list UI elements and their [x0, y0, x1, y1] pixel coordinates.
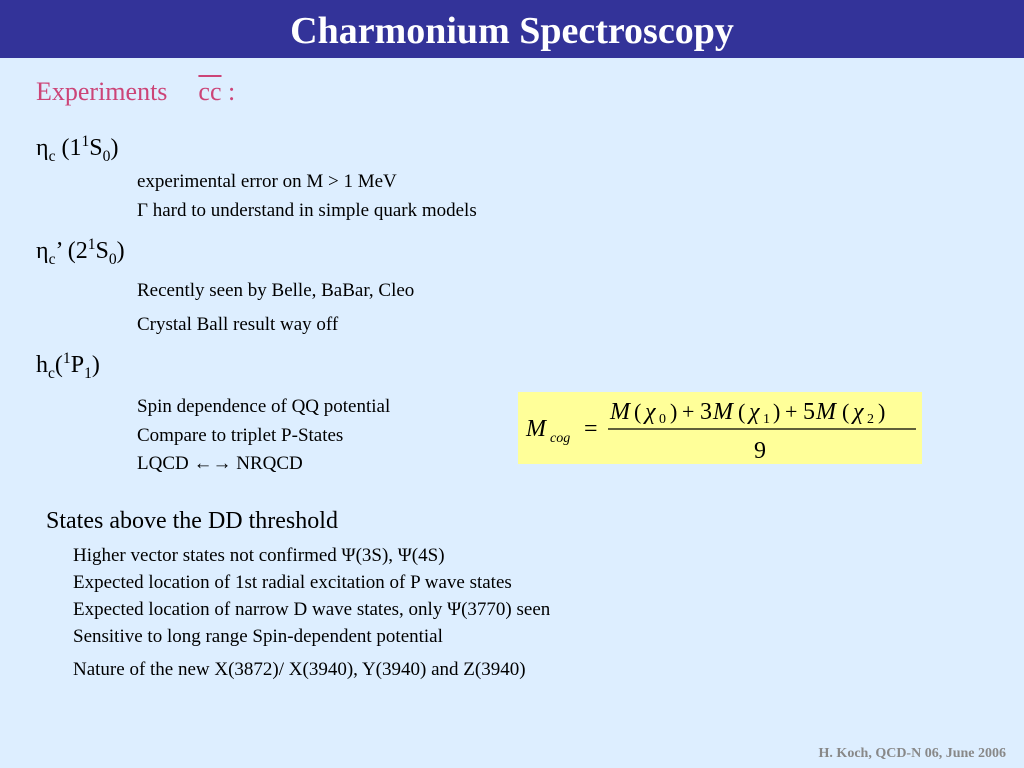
quantum-sub: 0	[108, 250, 117, 268]
state-symbol-sub: c	[48, 364, 55, 382]
quantum-letter: S	[95, 238, 109, 264]
state-symbol: η	[36, 238, 49, 264]
formula-coef: 5	[803, 399, 815, 425]
quantum-sup: 1	[62, 350, 71, 367]
quantum-suffix: )	[116, 238, 125, 264]
formula-M: M	[610, 399, 630, 425]
formula-chi-sub: 2	[867, 412, 874, 427]
threshold-item: Higher vector states not confirmed Ψ(3S), Ψ(4S)	[73, 545, 445, 566]
formula-equals: =	[584, 416, 598, 442]
threshold-item: Expected location of 1st radial excitation of P wave states	[73, 572, 512, 593]
state-item: experimental error on M > 1 MeV	[137, 171, 397, 192]
quantum-sup: 1	[87, 236, 96, 253]
formula-lparen: (	[842, 399, 850, 424]
formula-lhs-sub: cog	[550, 431, 571, 446]
formula-denominator: 9	[754, 438, 766, 464]
formula-plus: +	[682, 399, 695, 424]
quantum-letter: S	[89, 135, 103, 161]
formula-chi-sub: 0	[659, 412, 666, 427]
state-item: Γ hard to understand in simple quark models	[137, 200, 477, 221]
state-symbol: h	[36, 352, 48, 378]
quantum-prefix: (	[54, 352, 63, 378]
formula-svg	[518, 392, 922, 464]
formula-chi-sub: 1	[763, 412, 770, 427]
state-heading-etac-prime	[36, 236, 125, 268]
quantum-sup: 1	[81, 133, 90, 150]
threshold-item: Expected location of narrow D wave states, only Ψ(3770) seen	[73, 599, 551, 620]
formula-lparen: (	[634, 399, 642, 424]
formula-M: M	[816, 399, 836, 425]
threshold-item: Sensitive to long range Spin-dependent potential	[73, 626, 443, 647]
footer: H. Koch, QCD-N 06, June 2006	[818, 746, 1006, 761]
quantum-sub: 1	[84, 364, 92, 382]
formula-plus: +	[785, 399, 798, 424]
state-item: Crystal Ball result way off	[137, 314, 339, 335]
quantum-sub: 0	[102, 147, 111, 165]
formula-rparen: )	[773, 399, 781, 424]
formula-chi: χ	[645, 399, 656, 425]
quantum-prefix: (2	[67, 238, 88, 264]
state-heading-hc	[36, 350, 100, 382]
formula-rparen: )	[878, 399, 886, 424]
subtitle-cc: $\overline{cc}$	[198, 77, 222, 106]
state-item: Recently seen by Belle, BaBar, Cleo	[137, 280, 415, 301]
state-item: Compare to triplet P-States	[137, 425, 344, 446]
quantum-prefix: (1	[61, 135, 82, 161]
formula-box	[518, 392, 922, 464]
state-item: LQCD ←→ NRQCD	[137, 453, 303, 474]
formula-M: M	[713, 399, 733, 425]
state-symbol-sub: c	[48, 147, 56, 165]
formula-chi: χ	[749, 399, 760, 425]
formula-rparen: )	[670, 399, 678, 424]
state-heading-etac	[36, 133, 119, 165]
threshold-heading: States above the DD threshold	[46, 508, 338, 534]
quantum-suffix: )	[110, 135, 119, 161]
subtitle-colon: :	[228, 77, 236, 106]
state-item: Spin dependence of QQ potential	[137, 396, 391, 417]
quantum-suffix: )	[91, 352, 100, 378]
formula-chi: χ	[853, 399, 864, 425]
state-symbol: η	[36, 135, 49, 161]
subtitle	[36, 77, 235, 107]
state-prime: ’	[55, 238, 62, 264]
formula-lhs: M	[526, 416, 546, 442]
slide-title: Charmonium Spectroscopy	[0, 0, 1024, 58]
state-symbol-sub: c	[48, 250, 56, 268]
quantum-letter: P	[70, 352, 85, 378]
formula-lparen: (	[738, 399, 746, 424]
threshold-item: Nature of the new X(3872)/ X(3940), Y(3940) and Z(3940)	[73, 659, 526, 680]
subtitle-label: Experiments	[36, 77, 168, 106]
formula-coef: 3	[700, 399, 712, 425]
